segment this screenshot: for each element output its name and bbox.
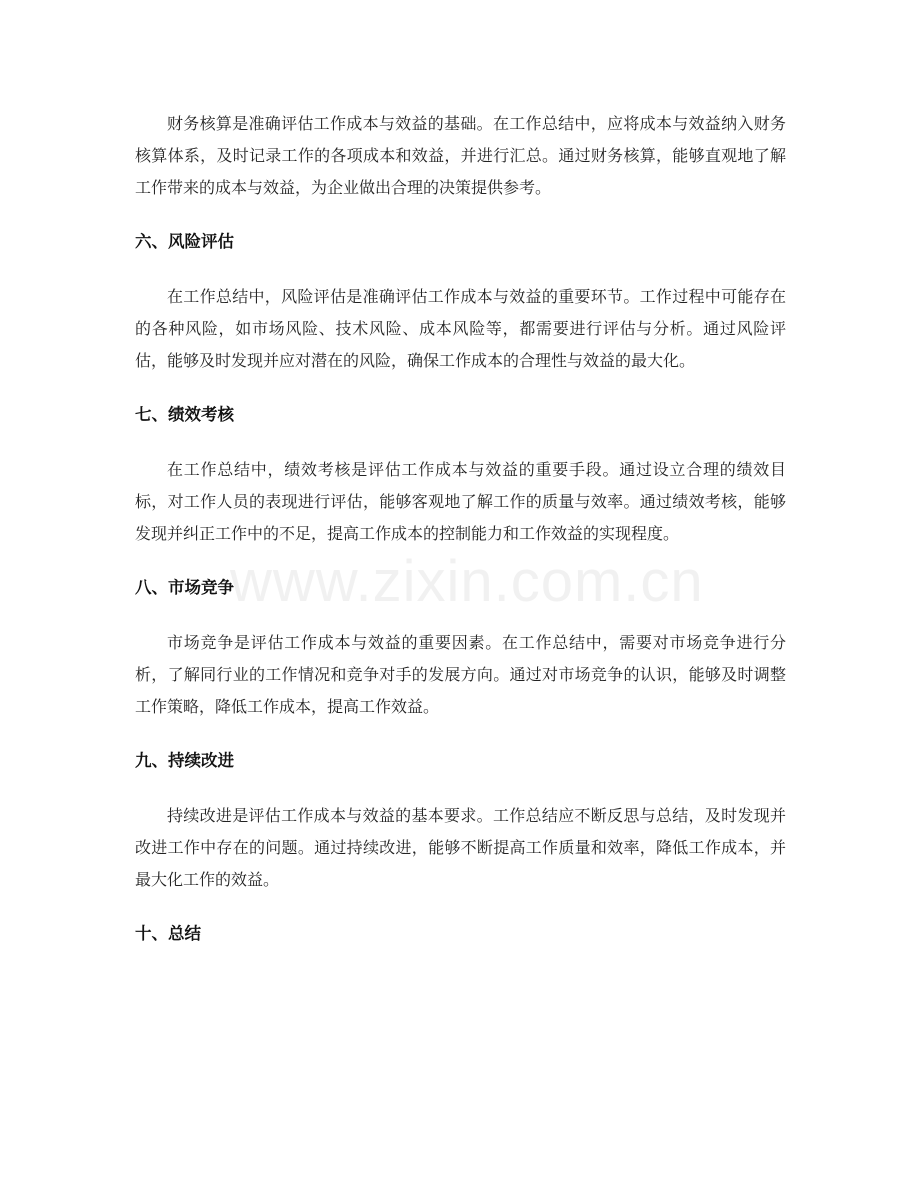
document-body	[135, 108, 786, 973]
heading-performance-review: 七、绩效考核	[135, 405, 234, 424]
heading-market-competition: 八、市场竞争	[135, 578, 234, 597]
paragraph-financial-accounting: 财务核算是准确评估工作成本与效益的基础。在工作总结中，应将成本与效益纳入财务核算体系，及时记录工作的各项成本和效益，并进行汇总。通过财务核算，能够直观地了解工作带来的成本与效益，为企业做出合理的决策提供参考。	[135, 114, 786, 197]
heading-risk-assessment: 六、风险评估	[135, 232, 234, 251]
paragraph-risk-assessment: 在工作总结中，风险评估是准确评估工作成本与效益的重要环节。工作过程中可能存在的各种风险，如市场风险、技术风险、成本风险等，都需要进行评估与分析。通过风险评估，能够及时发现并应对潜在的风险，确保工作成本的合理性与效益的最大化。	[135, 287, 786, 370]
watermark: www.zixin.com.cn	[230, 549, 704, 614]
heading-summary: 十、总结	[135, 924, 201, 943]
paragraph-continuous-improvement: 持续改进是评估工作成本与效益的基本要求。工作总结应不断反思与总结，及时发现并改进工作中存在的问题。通过持续改进，能够不断提高工作质量和效率，降低工作成本，并最大化工作的效益。	[135, 806, 786, 889]
heading-continuous-improvement: 九、持续改进	[135, 751, 234, 770]
paragraph-market-competition: 市场竞争是评估工作成本与效益的重要因素。在工作总结中，需要对市场竞争进行分析，了解同行业的工作情况和竞争对手的发展方向。通过对市场竞争的认识，能够及时调整工作策略，降低工作成本，提高工作效益。	[135, 633, 786, 716]
paragraph-performance-review: 在工作总结中，绩效考核是评估工作成本与效益的重要手段。通过设立合理的绩效目标，对工作人员的表现进行评估，能够客观地了解工作的质量与效率。通过绩效考核，能够发现并纠正工作中的不足，提高工作成本的控制能力和工作效益的实现程度。	[135, 460, 786, 543]
